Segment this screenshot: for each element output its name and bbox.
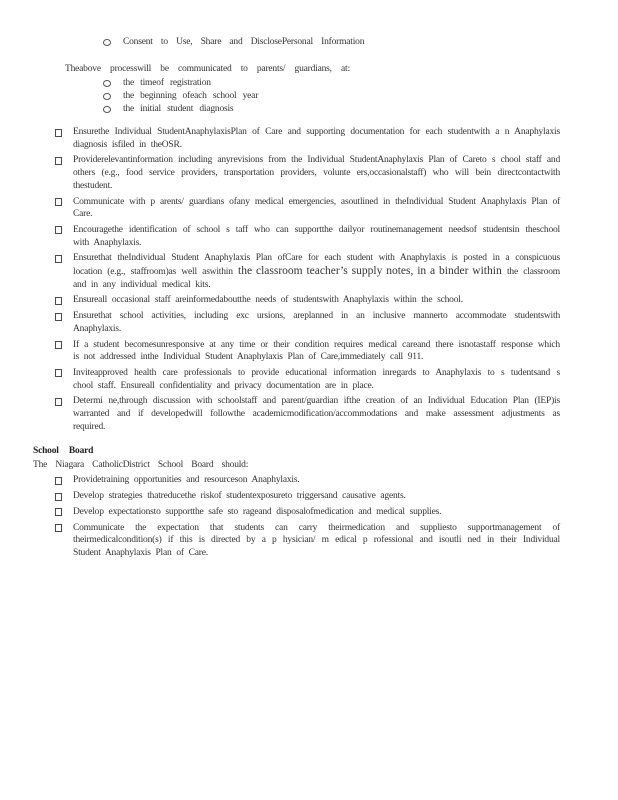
principal-duty-item	[55, 310, 560, 335]
principal-duty-item-text: Determi ne,through discussion with schoolstaff and parent/guardian ifthe creation of an Individual Education Plan (IEP)is warranted and if developedwill followthe academicmodification/accommodations and make assessment adjustments as required.	[73, 396, 560, 432]
communication-point-text: the initial student diagnosis	[123, 104, 234, 114]
board-duty-item-text: Communicate the expectation that students can carry theirmedication and suppliesto supportmanagement of theirmedicalcondition(s) if this is directed by a p hysician/ m edical p rofessional and isoutli ned in their Individual Student Anaphylaxis Plan of Care.	[73, 522, 560, 558]
board-duty-item	[55, 490, 560, 503]
board-duty-item-text: Develop expectationsto supportthe safe sto rageand disposalofmedication and medical supplies.	[73, 506, 442, 517]
principal-duty-item-text: Ensurethat school activities, including exc ursions, areplanned in an inclusive mannerto accommodate studentswith Anaphylaxis.	[73, 311, 560, 334]
communication-point-text: the beginning ofeach school year	[123, 91, 259, 101]
checkbox-icon	[55, 157, 62, 165]
checkbox-icon	[55, 477, 62, 485]
communication-points-list	[103, 77, 618, 116]
checkbox-icon	[55, 198, 62, 206]
communication-point-text: the timeof registration	[123, 78, 211, 88]
board-duty-item	[55, 506, 560, 519]
checkbox-icon	[55, 493, 62, 501]
checkbox-icon	[55, 255, 62, 263]
checkbox-icon	[55, 398, 62, 406]
emphasized-phrase: the classroom teacher’s supply notes, in a binder within	[238, 265, 502, 278]
principal-duty-item-text: Encouragethe identification of school s taff who can supportthe dailyor routinemanagement needsof studentsin theschool with Anaphylaxis.	[73, 224, 560, 248]
principal-duty-item	[55, 154, 560, 192]
principal-duty-item	[55, 395, 560, 433]
communication-point	[103, 103, 618, 116]
consent-bullet-text: Consent to Use, Share and DisclosePersonal Information	[123, 37, 365, 47]
principal-duty-item-text: Ensurethe Individual StudentAnaphylaxisPlan of Care and supporting documentation for each studentwith a n Anaphylaxis diagnosis isfiled in theOSR.	[73, 127, 560, 150]
school-board-duties-list	[55, 474, 560, 559]
circle-bullet-icon	[103, 39, 111, 46]
checkbox-icon	[55, 129, 62, 137]
principal-duty-item	[55, 126, 560, 151]
principal-duties-list	[55, 126, 560, 433]
checkbox-icon	[55, 508, 62, 516]
communication-block	[65, 63, 618, 116]
principal-duty-item	[55, 339, 560, 364]
checkbox-icon	[55, 297, 62, 305]
circle-bullet-icon	[103, 80, 111, 87]
board-duty-item	[55, 474, 560, 487]
checkbox-icon	[55, 524, 62, 532]
checkbox-icon	[55, 226, 62, 234]
checkbox-icon	[55, 369, 62, 377]
checkbox-icon	[55, 313, 62, 321]
principal-duty-item-text: Providerelevantinformation including anyrevisions from the Individual StudentAnaphylaxis Plan of Careto s chool staff and others (e.g., food service providers, transportation providers, volunte ers,occasionalstaff) who will bein directcontactwith thestudent.	[73, 155, 560, 191]
principal-duty-item	[55, 367, 560, 392]
communication-intro-text: Theabove processwill be communicated to parents/ guardians, at:	[65, 64, 350, 74]
communication-point	[103, 77, 618, 90]
board-duty-item-text: Develop strategies thatreducethe riskof studentexposureto triggersand causative agents.	[73, 491, 406, 502]
school-board-heading: School Board	[33, 446, 94, 457]
principal-duty-item-text: Inviteapproved health care professionals to provide educational information inregards to Anaphylaxis to s tudentsand s chool staff. Ensureall confidentiality and privacy documentation are in place.	[73, 367, 560, 391]
principal-duty-item-text: Communicate with p arents/ guardians ofany medical emergencies, asoutlined in theIndividual Student Anaphylaxis Plan of Care.	[73, 196, 560, 220]
principal-duty-item	[55, 252, 560, 291]
school-board-section	[33, 445, 560, 559]
principal-duty-item	[55, 224, 560, 249]
principal-duty-item	[55, 196, 560, 221]
page-content	[0, 36, 618, 563]
board-duty-item	[55, 522, 560, 560]
consent-bullet-item	[103, 36, 618, 49]
principal-duty-item-text: Ensureall occasional staff areinformedaboutthe needs of studentswith Anaphylaxis within the school.	[73, 295, 463, 306]
communication-point	[103, 90, 618, 103]
principal-duty-item-text: Ensurethat theIndividual Student Anaphylaxis Plan ofCare for each student with Anaphylaxis is posted in a conspicuous location (e.g., staffroom)as well aswithin	[73, 253, 560, 278]
circle-bullet-icon	[103, 106, 111, 113]
principal-duty-item	[55, 294, 560, 307]
circle-bullet-icon	[103, 93, 111, 100]
principal-duty-item-text: the classroom and in any individual medical kits.	[73, 267, 560, 290]
checkbox-icon	[55, 341, 62, 349]
school-board-intro-text: The Niagara CatholicDistrict School Board should:	[33, 460, 249, 471]
board-duty-item-text: Providetraining opportunities and resourceson Anaphylaxis.	[73, 475, 300, 486]
principal-duty-item-text: If a student becomesunresponsive at any time or their condition requires medical careand there isnotastaff response which is not addressed inthe Individual Student Anaphylaxis Plan of Care,immediately call 911.	[73, 339, 560, 363]
